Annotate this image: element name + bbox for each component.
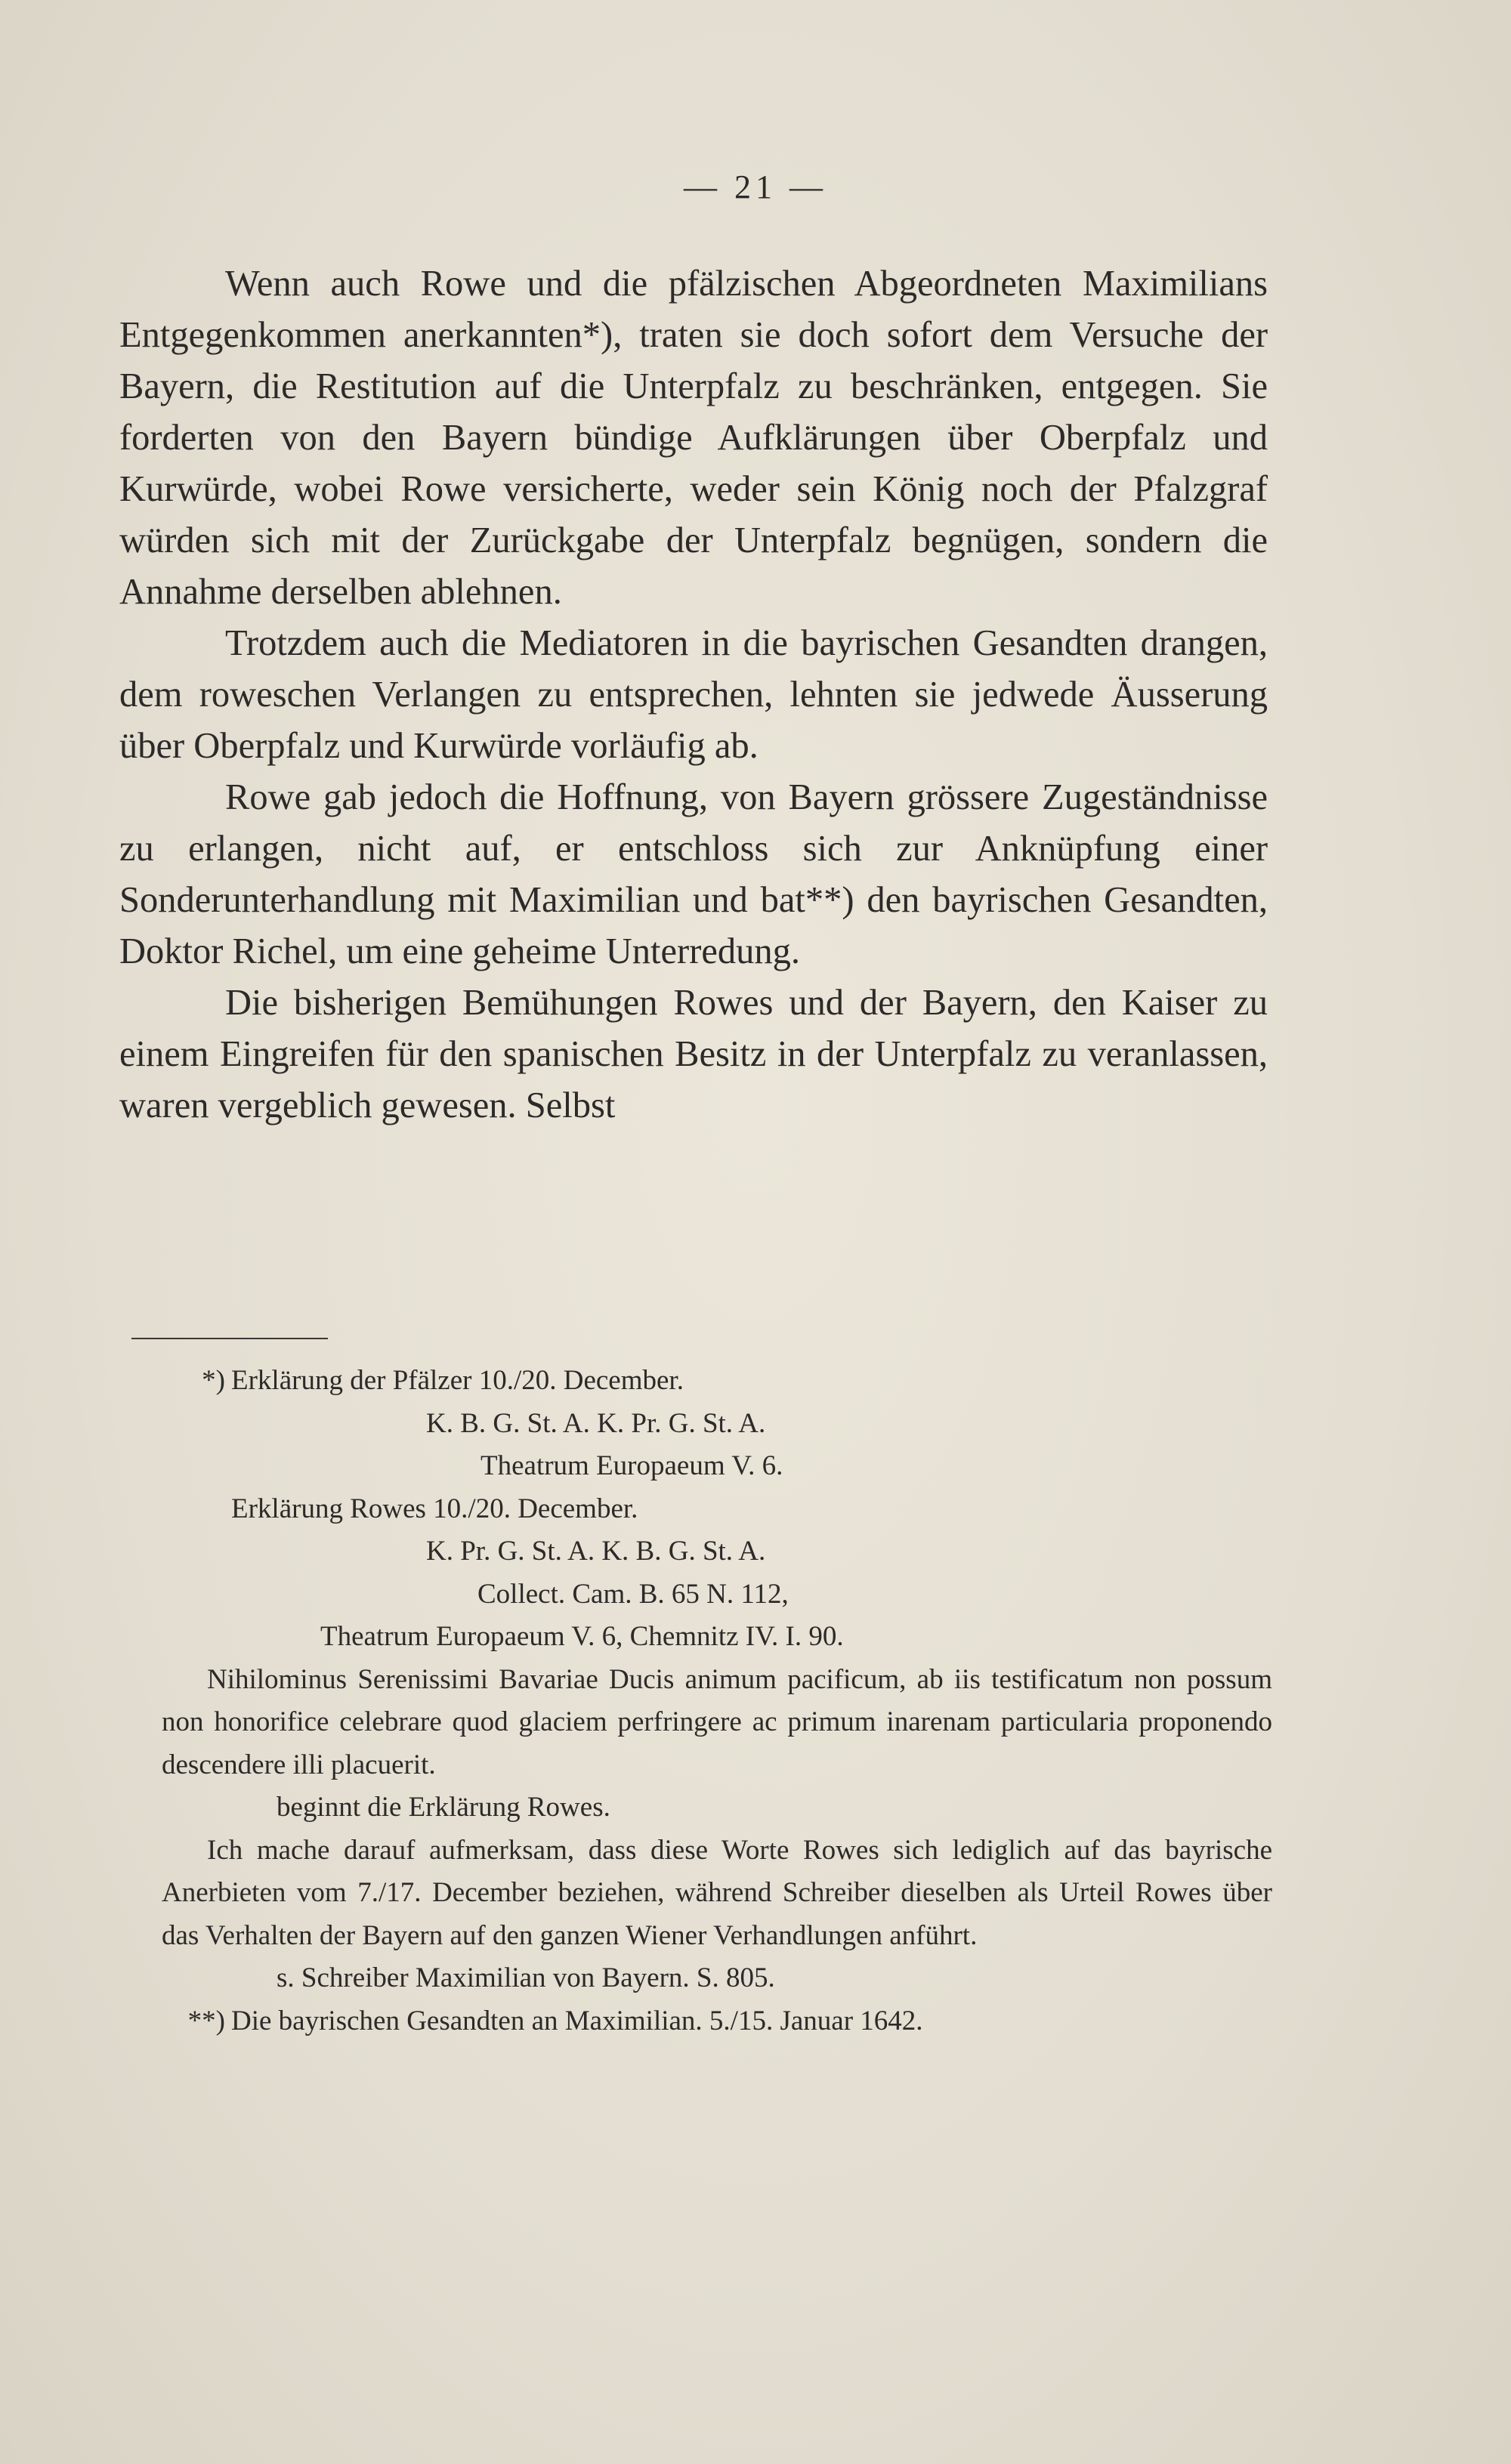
footnote-line: K. Pr. G. St. A. K. B. G. St. A. [426,1536,766,1567]
footnote-text: Die bayrischen Gesandten an Maximilian. 5./15. Januar 1642. [231,2005,923,2036]
footnote-divider [131,1338,328,1339]
footnote-line: K. B. G. St. A. K. Pr. G. St. A. [426,1407,766,1439]
footnote-line [162,2000,1272,2043]
footnote-marker: **) [187,2005,225,2036]
footnote-line: beginnt die Erklärung Rowes. [277,1792,610,1823]
page-number: — 21 — [684,168,827,205]
paragraph: Rowe gab jedoch die Hoffnung, von Bayern grössere Zugeständnisse zu erlangen, nicht auf, er entschloss sich zur Anknüpfung einer Sonderunterhandlung mit Maximilian und bat**) den bayrischen Gesandten, Doktor Richel, um eine geheime Unterredung. [119,777,1268,971]
footnote-remark: Ich mache darauf aufmerksam, dass diese Worte Rowes sich lediglich auf das bayrische Anerbieten vom 7./17. December beziehen, während Schreiber dieselben als Urteil Rowes über das Verhalten der Bayern auf den ganzen Wiener Verhandlungen anführt. [162,1834,1272,1951]
paragraph: Die bisherigen Bemühungen Rowes und der Bayern, den Kaiser zu einem Eingreifen für den spanischen Besitz in der Unterpfalz zu veranlassen, waren vergeblich gewesen. Selbst [119,983,1268,1125]
footnote-marker: *) [202,1365,225,1396]
footnote-line [162,1360,1272,1403]
footnote-text: Erklärung der Pfälzer 10./20. December. [231,1365,684,1396]
paragraph: Trotzdem auch die Mediatoren in die bayrischen Gesandten drangen, dem roweschen Verlangen zu entsprechen, lehnten sie jedwede Äusserung über Oberpfalz und Kurwürde vorläufig ab. [119,623,1268,766]
footnote-line: Collect. Cam. B. 65 N. 112, [477,1578,789,1610]
footnote-latin-quote: Nihilominus Serenissimi Bavariae Ducis animum pacificum, ab iis testificatum non possum non honorifice celebrare quod glaciem perfringere ac primum inarenam particularia proponendo descendere illi placuerit. [162,1663,1272,1780]
paragraph: Wenn auch Rowe und die pfälzischen Abgeordneten Maximilians Entgegenkommen anerkannten*), traten sie doch sofort dem Versuche der Bayern, die Restitution auf die Unterpfalz zu beschränken, entgegen. Sie forderten von den Bayern bündige Aufklärungen über Oberpfalz und Kurwürde, wobei Rowe versicherte, weder sein König noch der Pfalzgraf würden sich mit der Zurückgabe der Unterpfalz begnügen, sondern die Annahme derselben ablehnen. [119,264,1268,612]
footnote-line: Theatrum Europaeum V. 6. [480,1450,783,1481]
footnote-line: s. Schreiber Maximilian von Bayern. S. 805. [277,1962,775,1993]
main-text [119,258,1268,1132]
footnote-line: Theatrum Europaeum V. 6, Chemnitz IV. I. 90. [320,1621,844,1652]
footnotes [162,1360,1272,2043]
footnote-line: Erklärung Rowes 10./20. December. [231,1493,638,1524]
